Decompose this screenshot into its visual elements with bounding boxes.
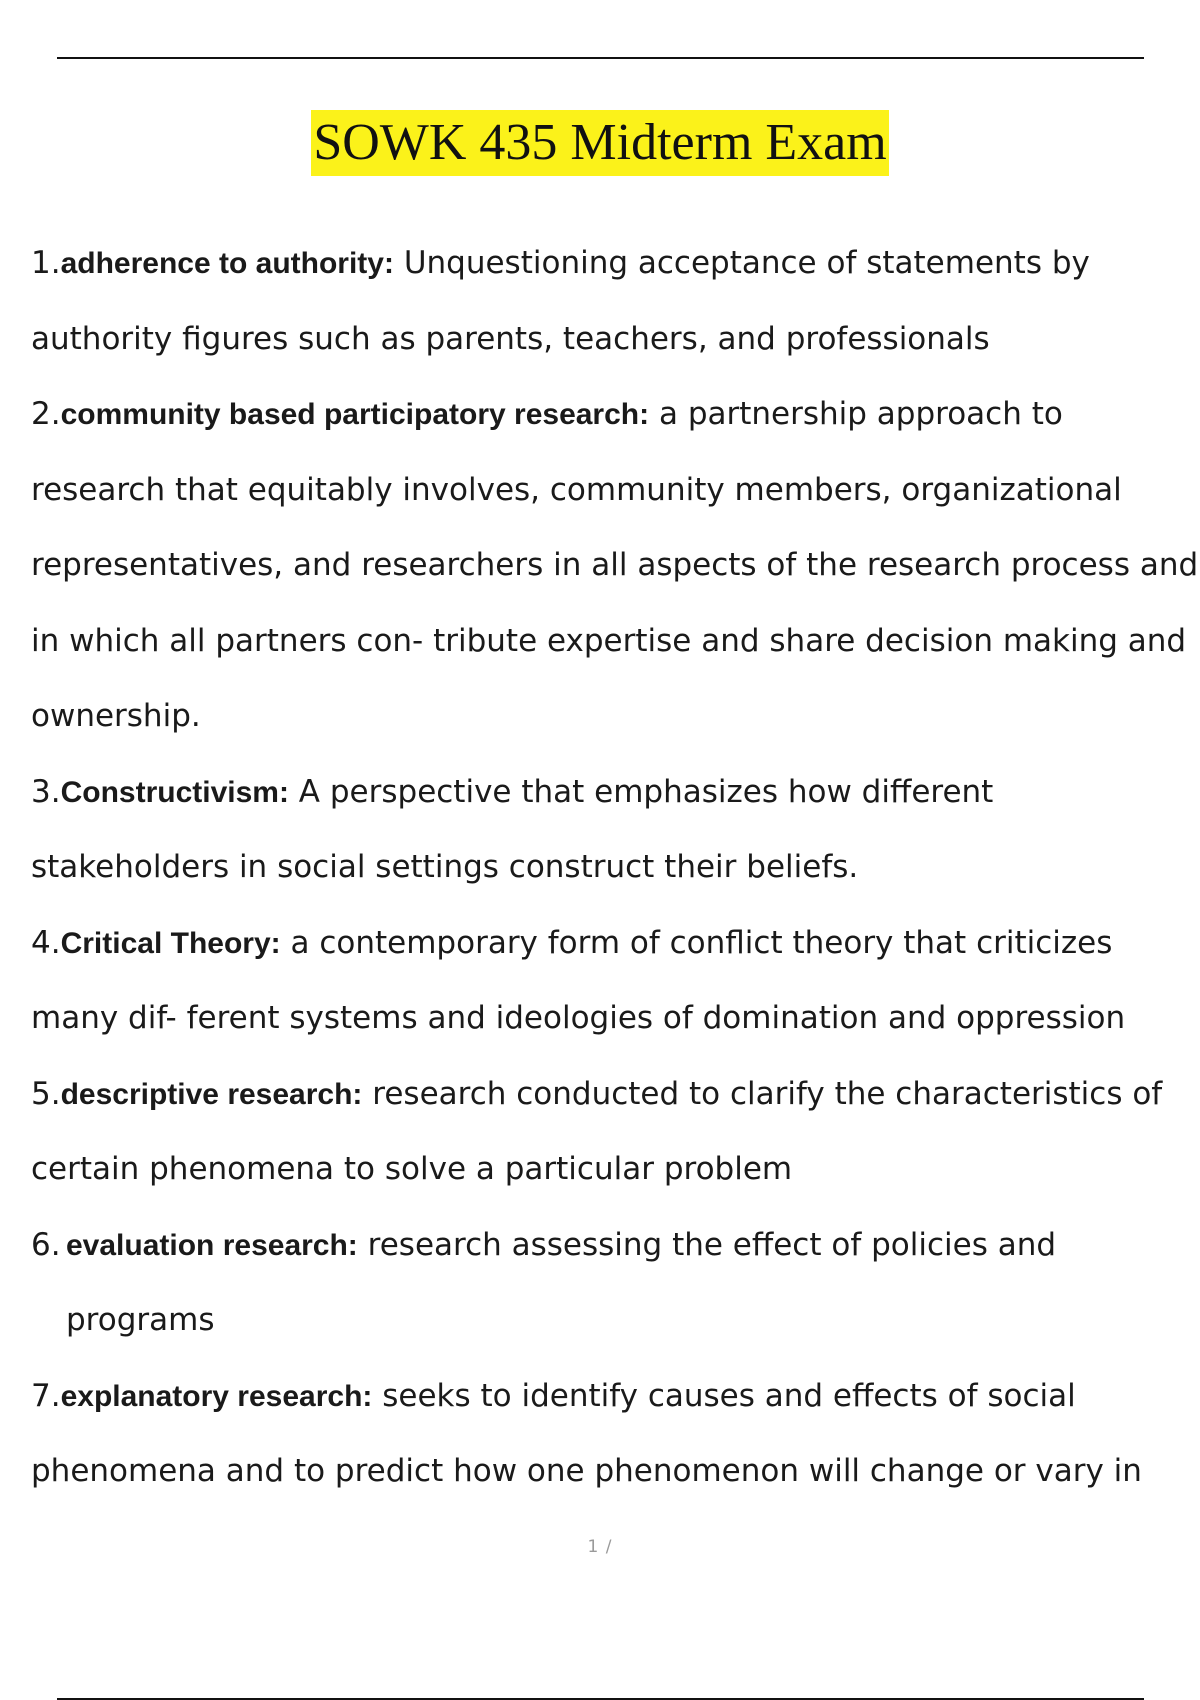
page-title: SOWK 435 Midterm Exam [311, 110, 888, 176]
list-item [31, 906, 1200, 1057]
term-word: Constructivism: [60, 775, 289, 809]
term-definition: A perspective that emphasizes how different stakeholders in social settings construct their beliefs. [31, 773, 994, 885]
term-definition: a contemporary form of conflict theory that criticizes many dif- ferent systems and ideologies of domination and oppression [31, 924, 1126, 1036]
item-number: 1. [31, 245, 61, 281]
title-container [0, 110, 1200, 176]
list-item [31, 226, 1200, 377]
list-item [31, 1057, 1200, 1208]
term-list [31, 226, 1200, 1510]
page-number: 1 / [587, 1537, 613, 1557]
term-definition: research assessing the effect of policies and programs [66, 1226, 1057, 1338]
term-word: explanatory research: [60, 1379, 373, 1413]
term-word: adherence to authority: [60, 247, 394, 280]
term-definition: research conducted to clarify the characteristics of certain phenomena to solve a particular problem [31, 1075, 1163, 1187]
term-definition: Unquestioning acceptance of statements by authority figures such as parents, teachers, and professionals [31, 245, 1090, 357]
term-word: community based participatory research: [60, 398, 650, 431]
term-definition-line-2: phenomena and to predict how one phenomenon will change or vary in [31, 1453, 1142, 1489]
item-number: 3. [31, 773, 61, 810]
term-word: Critical Theory: [60, 926, 281, 960]
list-item [31, 755, 1200, 906]
term-word: evaluation research: [66, 1228, 358, 1262]
list-item [31, 377, 1200, 755]
term-definition-line-1: seeks to identify causes and effects of social [372, 1377, 1076, 1414]
item-number: 5. [31, 1075, 61, 1112]
item-number: 2. [31, 396, 61, 432]
item-number: 4. [31, 924, 61, 961]
list-item [31, 1208, 1200, 1359]
item-number: 6. [31, 1226, 61, 1263]
term-definition: a partnership approach to research that equitably involves, community members, organizational representatives, and researchers in all aspects of the research process and in which all partners con- tribute expertise and share decision making and ownership. [31, 396, 1199, 734]
top-rule [57, 57, 1144, 59]
list-item [31, 1359, 1200, 1510]
item-number: 7. [31, 1377, 61, 1414]
term-word: descriptive research: [60, 1077, 363, 1111]
